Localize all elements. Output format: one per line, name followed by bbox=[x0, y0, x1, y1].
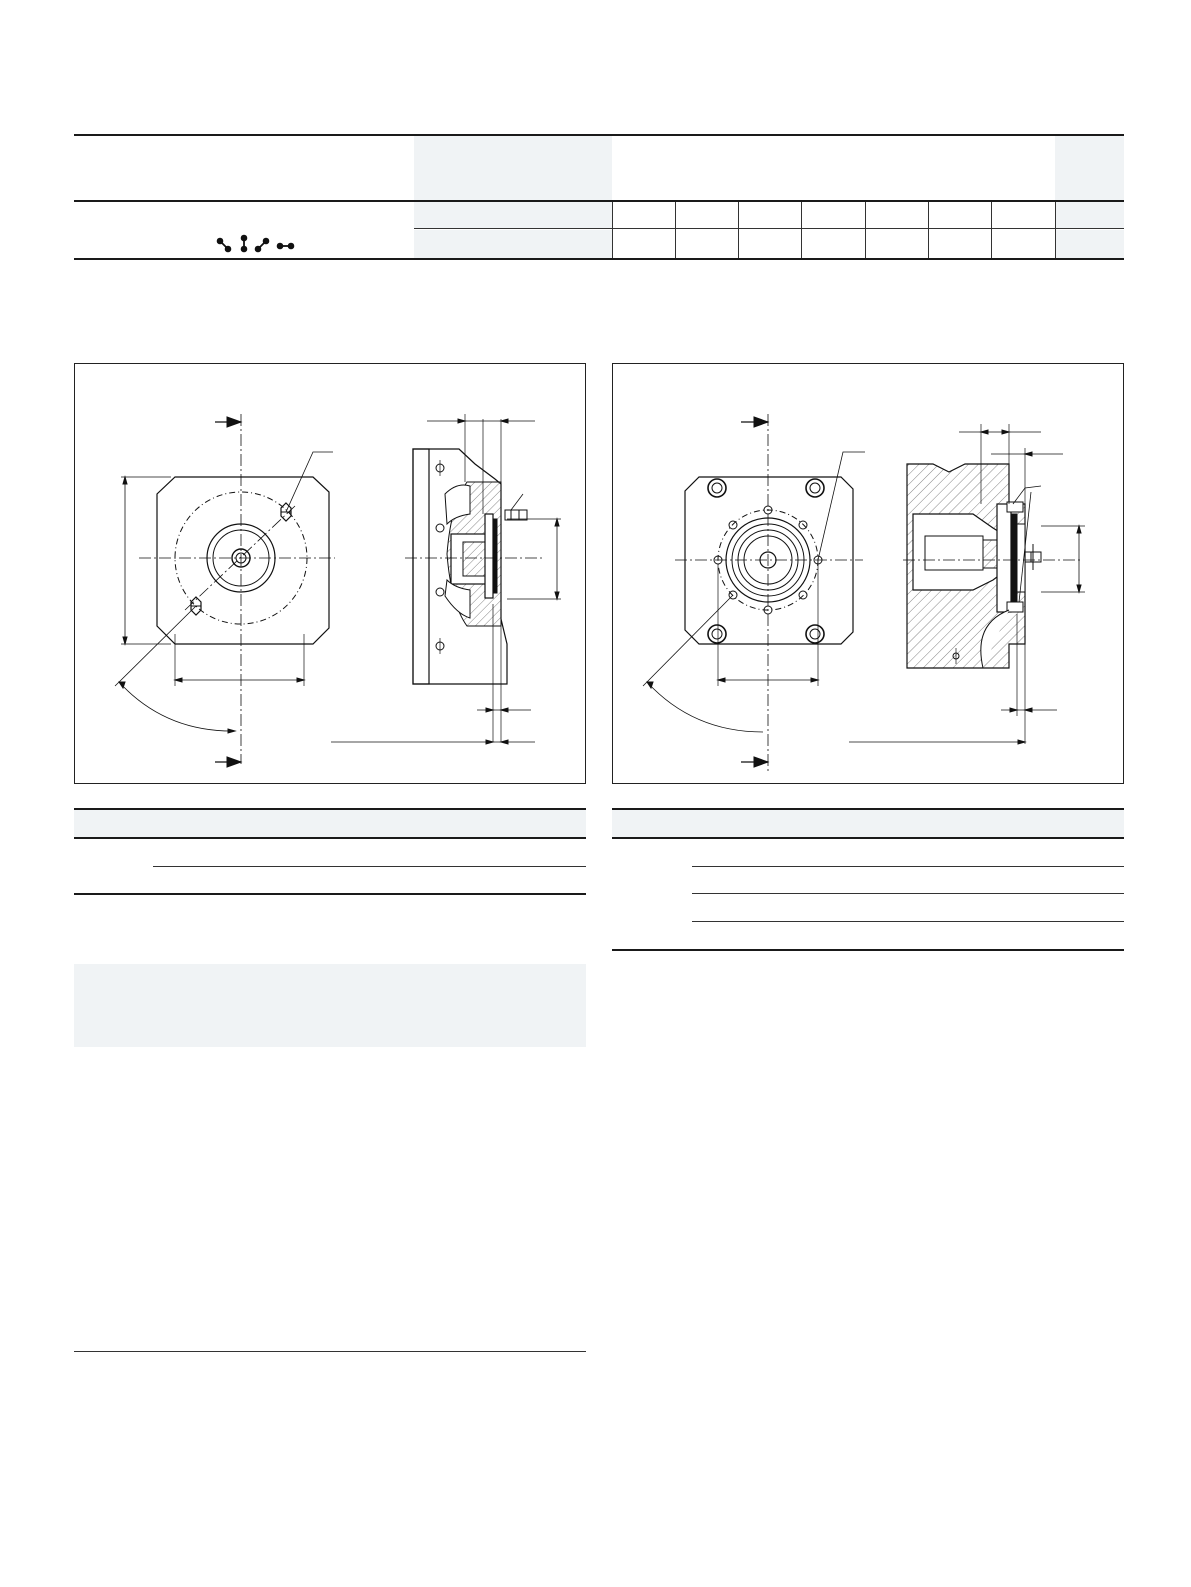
header-col-divider bbox=[675, 202, 676, 258]
rotation-cw-icon bbox=[256, 239, 269, 252]
header-shaded-cell bbox=[414, 136, 612, 200]
right-table-row-divider bbox=[692, 893, 1124, 894]
header-row-divider bbox=[414, 228, 1124, 229]
bolt-round-icon bbox=[806, 479, 824, 497]
footer-rule bbox=[74, 1351, 586, 1352]
header-col-divider bbox=[738, 202, 739, 258]
left-table-header-rule bbox=[74, 837, 586, 839]
header-row1-shade-right bbox=[1055, 202, 1124, 228]
section-arrow-icon bbox=[215, 757, 241, 767]
header-bottom-rule bbox=[74, 258, 1124, 260]
header-row1-shade bbox=[414, 202, 612, 228]
header-col-divider bbox=[928, 202, 929, 258]
left-table-header-shade bbox=[74, 810, 586, 837]
bolt-round-icon bbox=[708, 625, 726, 643]
left-table-bottom-rule bbox=[74, 893, 586, 895]
left-table-row-divider bbox=[153, 866, 586, 867]
technical-drawing-small-flange bbox=[75, 364, 587, 785]
rotation-horizontal-icon bbox=[278, 244, 294, 249]
header-col-divider bbox=[865, 202, 866, 258]
rotation-ccw-icon bbox=[218, 239, 231, 252]
drawing-panel-left bbox=[74, 363, 586, 784]
section-arrow-icon bbox=[741, 757, 768, 767]
header-row2-shade bbox=[414, 230, 612, 258]
right-table-bottom-rule bbox=[612, 949, 1124, 951]
right-table-header-shade bbox=[612, 810, 1124, 837]
bolt-round-icon bbox=[708, 479, 726, 497]
header-col-divider bbox=[801, 202, 802, 258]
section-arrow-icon bbox=[215, 417, 241, 427]
header-col-divider bbox=[991, 202, 992, 258]
drawing-panel-right bbox=[612, 363, 1124, 784]
right-table-header-rule bbox=[612, 837, 1124, 839]
header-col-divider bbox=[612, 202, 613, 258]
rotation-up-icon bbox=[242, 236, 247, 252]
bolt-round-icon bbox=[806, 625, 824, 643]
header-col-divider bbox=[1055, 202, 1056, 258]
header-row2-shade-right bbox=[1055, 230, 1124, 258]
right-table-row-divider bbox=[692, 921, 1124, 922]
right-table-row-divider bbox=[692, 866, 1124, 867]
note-box bbox=[74, 964, 586, 1047]
header-shaded-cell-right bbox=[1055, 136, 1124, 200]
technical-drawing-large-flange bbox=[613, 364, 1125, 785]
section-arrow-icon bbox=[741, 417, 768, 427]
rotation-symbols bbox=[214, 234, 298, 254]
